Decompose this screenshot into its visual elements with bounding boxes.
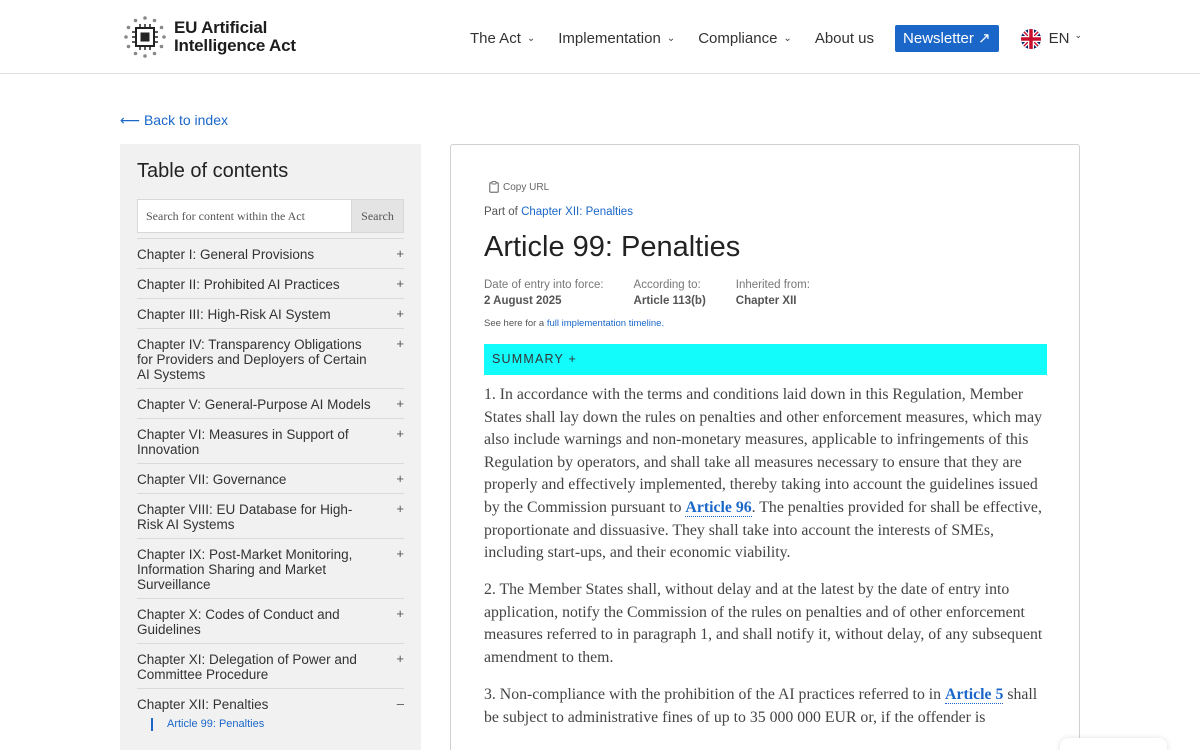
meta-label: Date of entry into force: <box>484 279 604 291</box>
eu-chip-logo-icon <box>122 14 168 60</box>
toc-chapter-10[interactable] <box>137 598 404 643</box>
toc-chapter-3[interactable] <box>137 298 404 328</box>
nav-the-act-label: The Act <box>470 30 521 47</box>
nav-about-us[interactable] <box>815 30 874 47</box>
toc-chapter-label: Chapter VIII: EU Database for High-Risk AI Systems <box>137 502 353 532</box>
toc-chapter-5[interactable] <box>137 388 404 418</box>
uk-flag-icon <box>1021 29 1041 49</box>
toc-chapter-label: Chapter VII: Governance <box>137 472 287 487</box>
expand-plus-icon[interactable]: + <box>396 276 404 291</box>
expand-plus-icon[interactable]: + <box>396 606 404 621</box>
part-of-chapter-link[interactable]: Chapter XII: Penalties <box>521 206 633 218</box>
nav-implementation-label: Implementation <box>558 30 661 47</box>
toc-chapter-label: Chapter VI: Measures in Support of Innovation <box>137 427 349 457</box>
expand-plus-icon[interactable]: + <box>396 546 404 561</box>
toc-chapter-11[interactable] <box>137 643 404 688</box>
toc-list <box>137 238 404 731</box>
floating-widget[interactable] <box>1060 738 1167 750</box>
part-of <box>484 206 633 218</box>
toc-chapter-2[interactable] <box>137 268 404 298</box>
language-label: EN <box>1048 30 1070 47</box>
site-header <box>0 0 1200 74</box>
meta-according-to <box>634 279 706 307</box>
article-body <box>484 384 1052 744</box>
meta-inherited-from <box>736 279 810 307</box>
expand-plus-icon[interactable]: + <box>396 651 404 666</box>
nav-implementation[interactable] <box>558 30 675 47</box>
toc-chapter-6[interactable] <box>137 418 404 463</box>
nav-compliance-label: Compliance <box>698 30 778 47</box>
timeline-link[interactable]: full implementation timeline. <box>546 318 665 329</box>
newsletter-button[interactable]: Newsletter ↗ <box>895 25 999 52</box>
article-5-link[interactable]: Article 5 <box>945 686 1004 704</box>
page-title: Article 99: Penalties <box>484 231 741 263</box>
toc-chapter-label: Chapter II: Prohibited AI Practices <box>137 277 340 292</box>
toc-chapter-4[interactable] <box>137 328 404 388</box>
expand-plus-icon[interactable]: + <box>396 396 404 411</box>
expand-plus-icon[interactable]: + <box>396 501 404 516</box>
meta-value: 2 August 2025 <box>484 295 562 307</box>
copy-url-button[interactable] <box>489 181 549 193</box>
paragraph-2: 2. The Member States shall, without delay and at the latest by the date of entry into application, notify the Commission of the rules on penalties and of other enforcement measures referred to in paragraph 1, and shall notify it, without delay, of any subsequent amendment to them. <box>484 581 1043 667</box>
toc-chapter-label: Chapter X: Codes of Conduct and Guidelines <box>137 607 340 637</box>
toc-chapter-label: Chapter XI: Delegation of Power and Committee Procedure <box>137 652 357 682</box>
back-to-index-link[interactable]: ⟵ Back to index <box>120 112 229 128</box>
article-card <box>450 144 1080 750</box>
chevron-down-icon: ⌄ <box>1074 30 1083 40</box>
article-meta <box>484 279 840 307</box>
main-nav <box>470 25 1082 52</box>
toc-chapter-7[interactable] <box>137 463 404 493</box>
meta-value: Article 113(b) <box>633 295 706 307</box>
timeline-prefix: See here for a <box>484 318 547 329</box>
paragraph-text: 1. In accordance with the terms and conditions laid down in this Regulation, Member States shall lay down the rules on penalties and other enforcement measures, which may also include warnings and non-monetary measures, applicable to infringements of this Regulation by operators, and shall take all measures necessary to ensure that they are properly and effectively implemented, thereby taking into account the guidelines issued by the Commission pursuant to <box>484 386 1042 516</box>
toc-chapter-label: Chapter V: General-Purpose AI Models <box>137 397 371 412</box>
meta-value: Chapter XII <box>735 295 797 307</box>
paragraph-text: . The penalties provided for shall be effective, proportionate and dissuasive. They shall take into account the interests of SMEs, including start-ups, and their economic viability. <box>484 498 1042 562</box>
toc-search <box>137 199 404 233</box>
expand-plus-icon[interactable]: + <box>396 426 404 441</box>
toc-title: Table of contents <box>137 160 289 182</box>
summary-toggle[interactable]: SUMMARY + <box>484 344 1047 375</box>
copy-url-label: Copy URL <box>503 181 550 193</box>
expand-plus-icon[interactable]: + <box>396 246 404 261</box>
toc-chapter-label: Chapter IV: Transparency Obligations for Providers and Deployers of Certain AI Systems <box>137 337 367 382</box>
meta-entry-into-force <box>484 279 604 307</box>
paragraph-1 <box>484 384 1052 565</box>
toc-chapter-label: Chapter III: High-Risk AI System <box>137 307 331 322</box>
paragraph-3 <box>484 684 1052 729</box>
nav-compliance[interactable] <box>698 30 792 47</box>
toc-chapter-12[interactable] <box>137 688 404 718</box>
language-selector[interactable] <box>1021 29 1082 49</box>
paragraph-text: shall be subject to administrative fines of up to 35 000 000 EUR or, if the offender is <box>484 686 1038 726</box>
part-of-prefix: Part of <box>484 206 522 218</box>
toc-chapter-8[interactable] <box>137 493 404 538</box>
timeline-note <box>484 318 664 329</box>
expand-plus-icon[interactable]: + <box>396 336 404 351</box>
collapse-minus-icon[interactable]: – <box>396 696 404 711</box>
logo-text <box>174 19 296 55</box>
expand-plus-icon[interactable]: + <box>396 471 404 486</box>
nav-about-us-label: About us <box>814 30 875 47</box>
toc-chapter-label: Chapter IX: Post-Market Monitoring, Information Sharing and Market Surveillance <box>137 547 353 592</box>
toc-search-input[interactable] <box>138 200 351 232</box>
toc-chapter-1[interactable] <box>137 238 404 268</box>
chevron-down-icon: ⌄ <box>783 33 792 44</box>
site-logo[interactable] <box>122 14 296 60</box>
nav-the-act[interactable] <box>470 30 535 47</box>
article-96-link[interactable]: Article 96 <box>685 498 752 516</box>
toc-chapter-label: Chapter I: General Provisions <box>137 247 315 262</box>
expand-plus-icon[interactable]: + <box>396 306 404 321</box>
paragraph-text: 3. Non-compliance with the prohibition of the AI practices referred to in <box>484 686 946 704</box>
toc-search-button[interactable]: Search <box>351 200 403 232</box>
toc-chapter-9[interactable] <box>137 538 404 598</box>
chevron-down-icon: ⌄ <box>666 33 676 44</box>
chevron-down-icon: ⌄ <box>526 33 536 44</box>
toc-chapter-label: Chapter XII: Penalties <box>137 697 269 712</box>
clipboard-icon <box>489 181 499 193</box>
meta-label: According to: <box>633 279 701 291</box>
logo-line-1: EU Artificial <box>174 18 268 37</box>
logo-line-2: Intelligence Act <box>174 36 296 55</box>
table-of-contents <box>120 144 421 750</box>
meta-label: Inherited from: <box>735 279 810 291</box>
toc-active-article[interactable]: Article 99: Penalties <box>151 718 404 731</box>
